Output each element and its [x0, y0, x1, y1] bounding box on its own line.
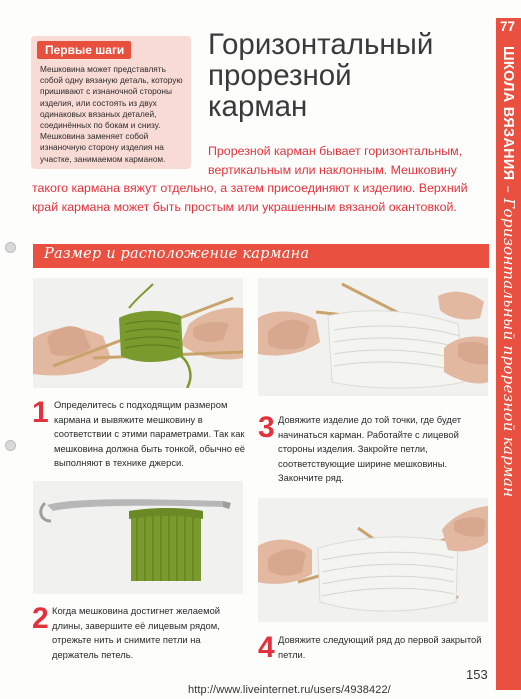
step-text: Определитесь с подходящим размером кармана и вывяжите мешковину в соответствии с этими параметрами. Так как мешковина должна быть тонкой, обычно её выполняют в технике джерси. — [54, 399, 245, 468]
page-number: 153 — [466, 667, 488, 682]
binder-hole — [5, 242, 16, 253]
watermark-url: http://www.liveinternet.ru/users/4938422/ — [188, 684, 391, 696]
step-number: 3 — [258, 411, 275, 444]
side-tab-section: ШКОЛА ВЯЗАНИЯ — [500, 46, 516, 181]
step-2 — [32, 604, 247, 666]
intro-paragraph — [32, 142, 490, 216]
side-tab-number: 77 — [499, 19, 516, 34]
step-number: 4 — [258, 631, 275, 664]
side-tab-text — [497, 46, 520, 656]
title-line: карман — [208, 90, 308, 123]
step-number: 1 — [32, 396, 49, 429]
step-number: 2 — [32, 602, 49, 635]
step1-photo — [33, 278, 243, 388]
first-steps-text: Мешковина может представлять собой одну вязаную деталь, которую пришивают с изнаночной стороны изделия, или состоять из двух одинаковых вязаных деталей, соединённых по бокам и снизу. Мешковина заменяет собой изнаночную сторону изделия на участке, занимаемом карманом. — [40, 64, 183, 164]
step-3 — [258, 413, 488, 485]
first-steps-title: Первые шаги — [37, 41, 131, 59]
step2-photo — [33, 481, 243, 594]
title-line: прорезной — [208, 59, 352, 92]
step-text: Довяжите следующий ряд до первой закрытой петли. — [278, 634, 482, 660]
side-tab-topic: – Горизонтальный прорезной карман — [500, 180, 518, 498]
binder-hole — [5, 440, 16, 451]
section-banner-text: Размер и расположение кармана — [44, 246, 310, 262]
step-4 — [258, 633, 488, 665]
step-text: Когда мешковина достигнет желаемой длины, завершите её лицевым рядом, отрежьте нить и снимите петли на держатель петель. — [52, 605, 221, 660]
step-text: Довяжите изделие до той точки, где будет начинаться карман. Работайте с лицевой стороны изделия. Закройте петли, соответствующие ширине мешковины. Закончите ряд. — [278, 414, 462, 483]
section-banner — [33, 244, 489, 268]
title-line: Горизонтальный — [208, 28, 434, 61]
intro-text: Прорезной карман бывает горизонтальным, вертикальным или наклонным. Мешковину такого кармана вяжут отдельно, а затем присоединяют к изделию. Верхний край кармана может быть простым или украшенным вязаной окантовкой. — [32, 144, 468, 214]
step4-photo — [258, 498, 488, 622]
step3-photo — [258, 278, 488, 396]
article-title — [208, 29, 483, 122]
step-1 — [32, 398, 247, 470]
